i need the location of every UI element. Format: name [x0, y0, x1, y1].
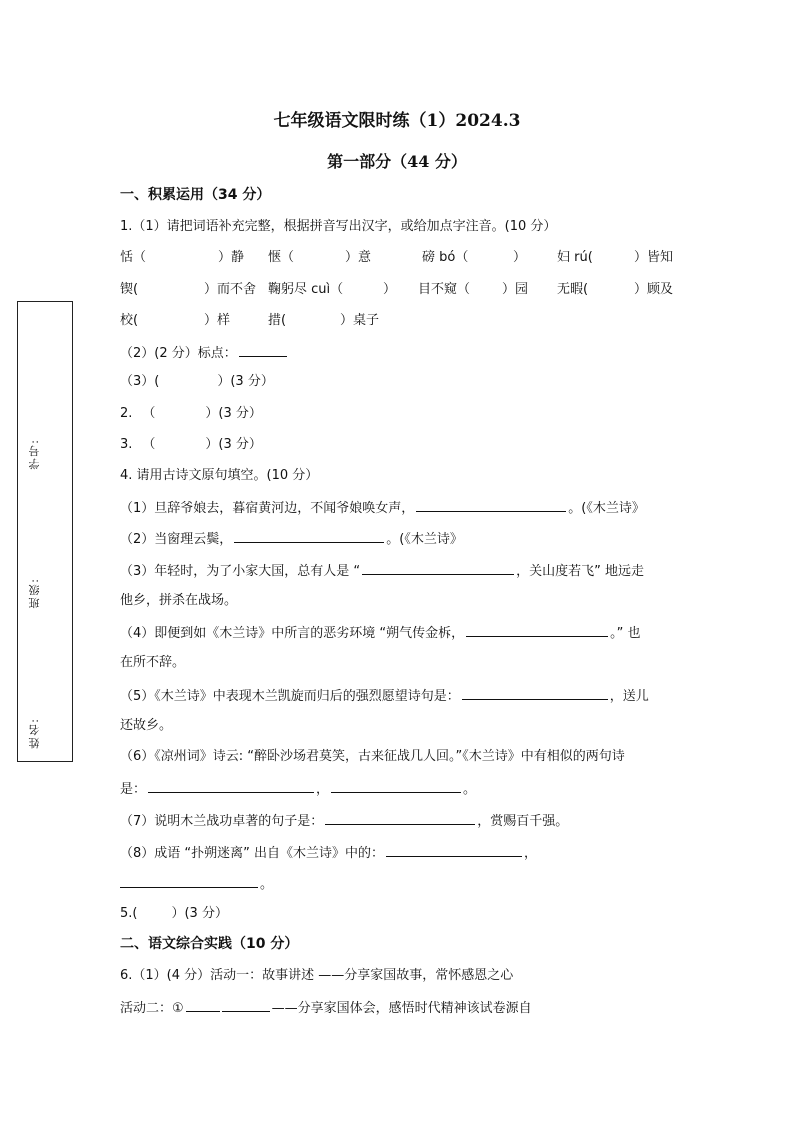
q4-5-cont: 还故乡。: [120, 718, 173, 733]
q4-3-text: （3）年轻时，为了小家大国，总有人是 “: [120, 564, 361, 579]
q3-score: ）(3 分）: [205, 437, 262, 452]
q1-part3-label: （3）(: [120, 374, 160, 389]
answer-blank[interactable]: [222, 998, 270, 1012]
q4-2: [120, 529, 463, 549]
word-9-end: ）样: [204, 313, 231, 328]
word-7-end: ）园: [502, 282, 529, 297]
word-8-end: ）顾及: [634, 282, 674, 297]
word-10-start: 措(: [268, 313, 287, 328]
word-1-start: 恬（: [120, 250, 147, 265]
answer-blank[interactable]: [325, 811, 475, 825]
q4-2-source: 。(《木兰诗》: [386, 532, 463, 547]
q4-8-cont: [120, 874, 273, 894]
word-7-start: 目不窥（: [418, 282, 471, 297]
q4-8-period: 。: [260, 877, 274, 892]
section-1-title: 一、积累运用（34 分）: [120, 187, 271, 203]
section-2-title: 二、语文综合实践（10 分）: [120, 936, 299, 952]
q1-part2-label: （2）(2 分）标点：: [120, 346, 237, 361]
word-4-end: ）皆知: [634, 250, 674, 265]
q6-1: 6.（1）(4 分）活动一：故事讲述 ——分享家国故事，常怀感恩之心: [120, 968, 514, 983]
word-3-end: ）: [513, 250, 527, 265]
q4-4-text-end: 。” 也: [610, 626, 641, 641]
q4-8-text: （8）成语 “扑朔迷离” 出自《木兰诗》中的：: [120, 846, 385, 861]
word-1-end: ）静: [218, 250, 245, 265]
name-label: 姓名:: [28, 717, 41, 749]
word-3-start: 磅 bó（: [422, 250, 469, 265]
q4-4-text: （4）即便到如《木兰诗》中所言的恶劣环境 “朔气传金柝，: [120, 626, 465, 641]
q5-score: ）(3 分）: [171, 906, 228, 921]
q4-7-text: （7）说明木兰战功卓著的句子是：: [120, 814, 324, 829]
q4-5-text: （5）《木兰诗》中表现木兰凯旋而归后的强烈愿望诗句是：: [120, 689, 460, 704]
word-6-end: ）: [383, 282, 397, 297]
q6-2-label: 活动二：①: [120, 1001, 184, 1016]
word-10-end: ）桌子: [340, 313, 380, 328]
q4-8-comma: ，: [524, 846, 538, 861]
q4-5-text-end: ，送儿: [609, 689, 649, 704]
q4-1-source: 。(《木兰诗》: [568, 501, 645, 516]
q3: [120, 436, 262, 454]
answer-blank[interactable]: [186, 998, 220, 1012]
q6-2: [120, 998, 532, 1018]
answer-blank[interactable]: [416, 498, 566, 512]
q4-1-text: （1）旦辞爷娘去，暮宿黄河边，不闻爷娘唤女声，: [120, 501, 415, 516]
q2: [120, 405, 262, 423]
q4-3: [120, 561, 644, 581]
answer-blank[interactable]: [120, 874, 258, 888]
q1-part2: [120, 343, 289, 363]
answer-blank[interactable]: [331, 779, 461, 793]
q4-1: [120, 498, 645, 518]
word-2-end: ）意: [345, 250, 372, 265]
q5-paren: 5.(: [120, 906, 138, 921]
q4-3-cont: 他乡，拼杀在战场。: [120, 593, 238, 608]
q2-paren: （: [142, 406, 156, 421]
page-title: 七年级语文限时练（1）2024.3: [273, 111, 521, 131]
answer-blank[interactable]: [362, 561, 514, 575]
student-number-label: 学号:: [28, 438, 41, 470]
q4-6: （6）《凉州词》诗云: “醉卧沙场君莫笑，古来征战几人回。”《木兰诗》中有相似的两句诗: [120, 749, 625, 764]
q4-8: [120, 843, 537, 863]
word-6-start: 鞠躬尽 cuì（: [268, 282, 344, 297]
part-title: 第一部分（44 分）: [327, 152, 467, 171]
word-5-end: ）而不舍: [204, 282, 257, 297]
answer-blank[interactable]: [239, 343, 287, 357]
q4-stem: 4. 请用古诗文原句填空。(10 分）: [120, 468, 319, 483]
q4-7-text-end: ，赏赐百千强。: [477, 814, 569, 829]
q1-part3: [120, 373, 274, 391]
answer-blank[interactable]: [462, 686, 608, 700]
answer-blank[interactable]: [234, 529, 384, 543]
binding-box: [17, 301, 73, 762]
q4-3-text-end: ，关山度若飞” 地远走: [516, 564, 645, 579]
word-5-start: 锲(: [120, 282, 139, 297]
q4-7: [120, 811, 568, 831]
q6-2-text: ——分享家国体会，感悟时代精神该试卷源自: [271, 1001, 532, 1016]
q1-stem: 1.（1）请把词语补充完整，根据拼音写出汉字，或给加点字注音。(10 分）: [120, 219, 557, 234]
q4-6-prefix: 是：: [120, 782, 147, 797]
q4-5: [120, 686, 649, 706]
word-9-start: 校(: [120, 313, 139, 328]
word-4-start: 妇 rú(: [557, 250, 593, 265]
q5: [120, 905, 228, 923]
q4-4-cont: 在所不辞。: [120, 655, 186, 670]
q2-score: ）(3 分）: [205, 406, 262, 421]
q4-6-period: 。: [463, 782, 477, 797]
q1-part3-score: ）(3 分）: [217, 374, 274, 389]
q4-2-text: （2）当窗理云鬓，: [120, 532, 233, 547]
answer-blank[interactable]: [466, 623, 608, 637]
word-8-start: 无暇(: [557, 282, 589, 297]
q3-number: 3.: [120, 437, 133, 452]
q2-number: 2.: [120, 406, 133, 421]
q4-6-cont: [120, 779, 476, 799]
answer-blank[interactable]: [148, 779, 314, 793]
q4-4: [120, 623, 641, 643]
q4-6-comma: ，: [316, 782, 330, 797]
q3-paren: （: [142, 437, 156, 452]
answer-blank[interactable]: [386, 843, 522, 857]
class-label: 班级:: [28, 577, 41, 609]
word-2-start: 惬（: [268, 250, 295, 265]
